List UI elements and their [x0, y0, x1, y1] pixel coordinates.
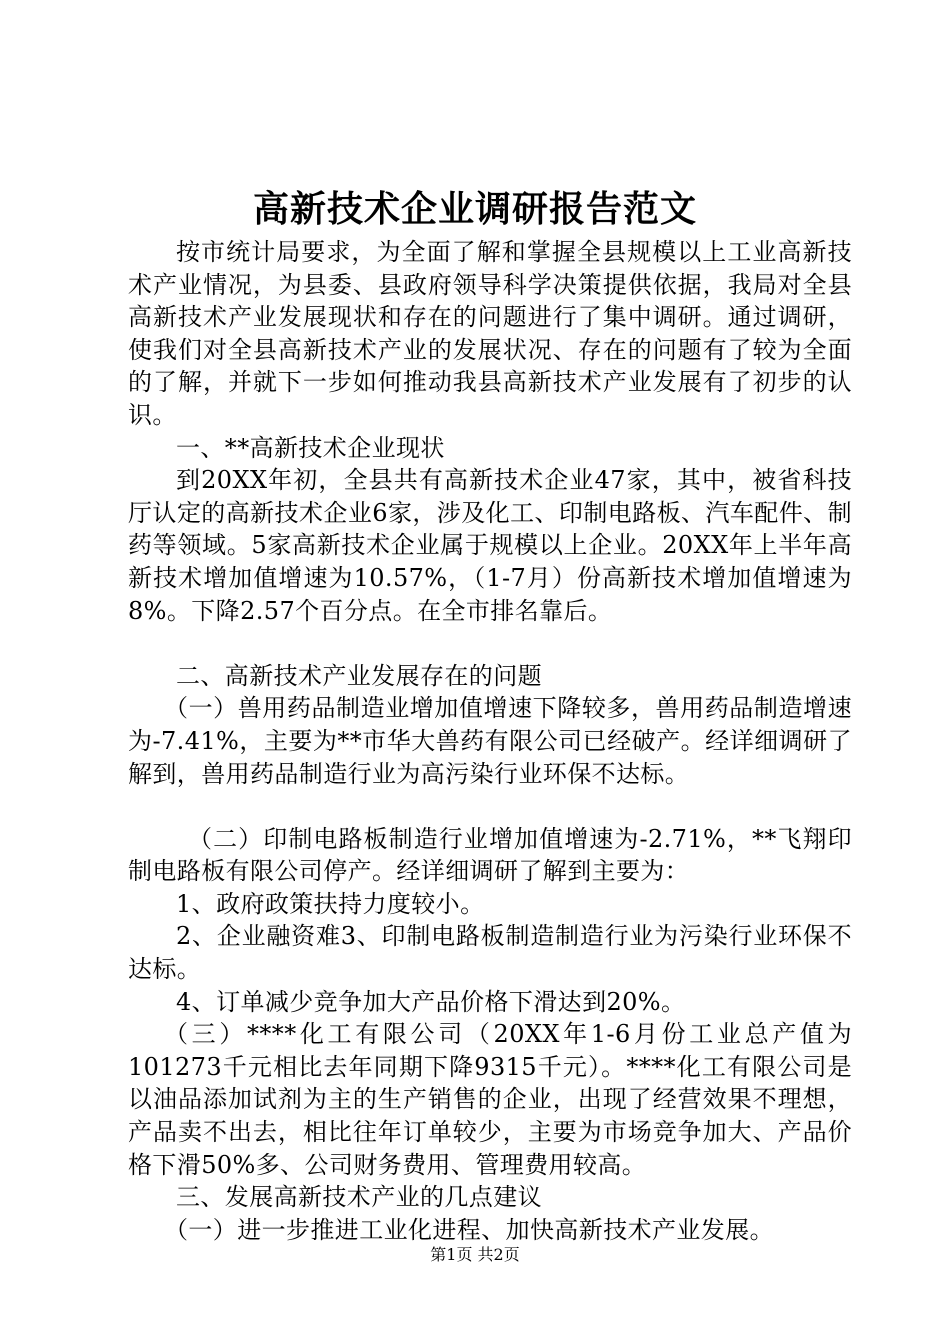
- list-item-2: 2、企业融资难3、印制电路板制造制造行业为污染行业环保不达标。: [128, 922, 852, 984]
- paragraph-issue-3: （三）****化工有限公司（20XX年1-6月份工业总产值为101273千元相比去年同期下降9315千元）。****化工有限公司是以油品添加试剂为主的生产销售的企业，出现了经营效果不理想，产品卖不出去，相比往年订单较少，主要为市场竞争加大、产品价格下滑50%多、公司财务费用、管理费用较高。: [128, 1020, 852, 1179]
- list-item-4: 4、订单减少竞争加大产品价格下滑达到20%。: [176, 987, 686, 1016]
- section-heading-2: 二、高新技术产业发展存在的问题: [176, 661, 542, 690]
- document-body: [128, 236, 852, 1246]
- section-heading-3: 三、发展高新技术产业的几点建议: [176, 1183, 542, 1212]
- page-footer: 第1页 共2页: [430, 1245, 520, 1264]
- document-title: 高新技术企业调研报告范文: [252, 188, 697, 230]
- paragraph-status: 到20XX年初，全县共有高新技术企业47家，其中，被省科技厅认定的高新技术企业6家，涉及化工、印制电路板、汽车配件、制药等领域。5家高新技术企业属于规模以上企业。20XX年上半年高新技术增加值增速为10.57%，（1-7月）份高新技术增加值增速为8%。下降2.57个百分点。在全市排名靠后。: [128, 466, 852, 625]
- section-heading-1: 一、**高新技术企业现状: [176, 433, 445, 462]
- paragraph-intro: 按市统计局要求，为全面了解和掌握全县规模以上工业高新技术产业情况，为县委、县政府领导科学决策提供依据，我局对全县高新技术产业发展现状和存在的问题进行了集中调研。通过调研，使我们对全县高新技术产业的发展状况、存在的问题有了较为全面的了解，并就下一步如何推动我县高新技术产业发展有了初步的认识。: [128, 238, 852, 429]
- paragraph-suggestion-1: （一）进一步推进工业化进程、加快高新技术产业发展。: [164, 1215, 774, 1244]
- paragraph-gap: [128, 627, 852, 660]
- paragraph-gap: [128, 790, 852, 823]
- paragraph-issue-2: （二）印制电路板制造行业增加值增速为-2.71%，**飞翔印制电路板有限公司停产。经详细调研了解到主要为：: [128, 824, 852, 886]
- list-item-1: 1、政府政策扶持力度较小。: [176, 889, 485, 918]
- paragraph-issue-1: （一）兽用药品制造业增加值增速下降较多，兽用药品制造增速为-7.41%，主要为**市华大兽药有限公司已经破产。经详细调研了解到，兽用药品制造行业为高污染行业环保不达标。: [128, 694, 852, 788]
